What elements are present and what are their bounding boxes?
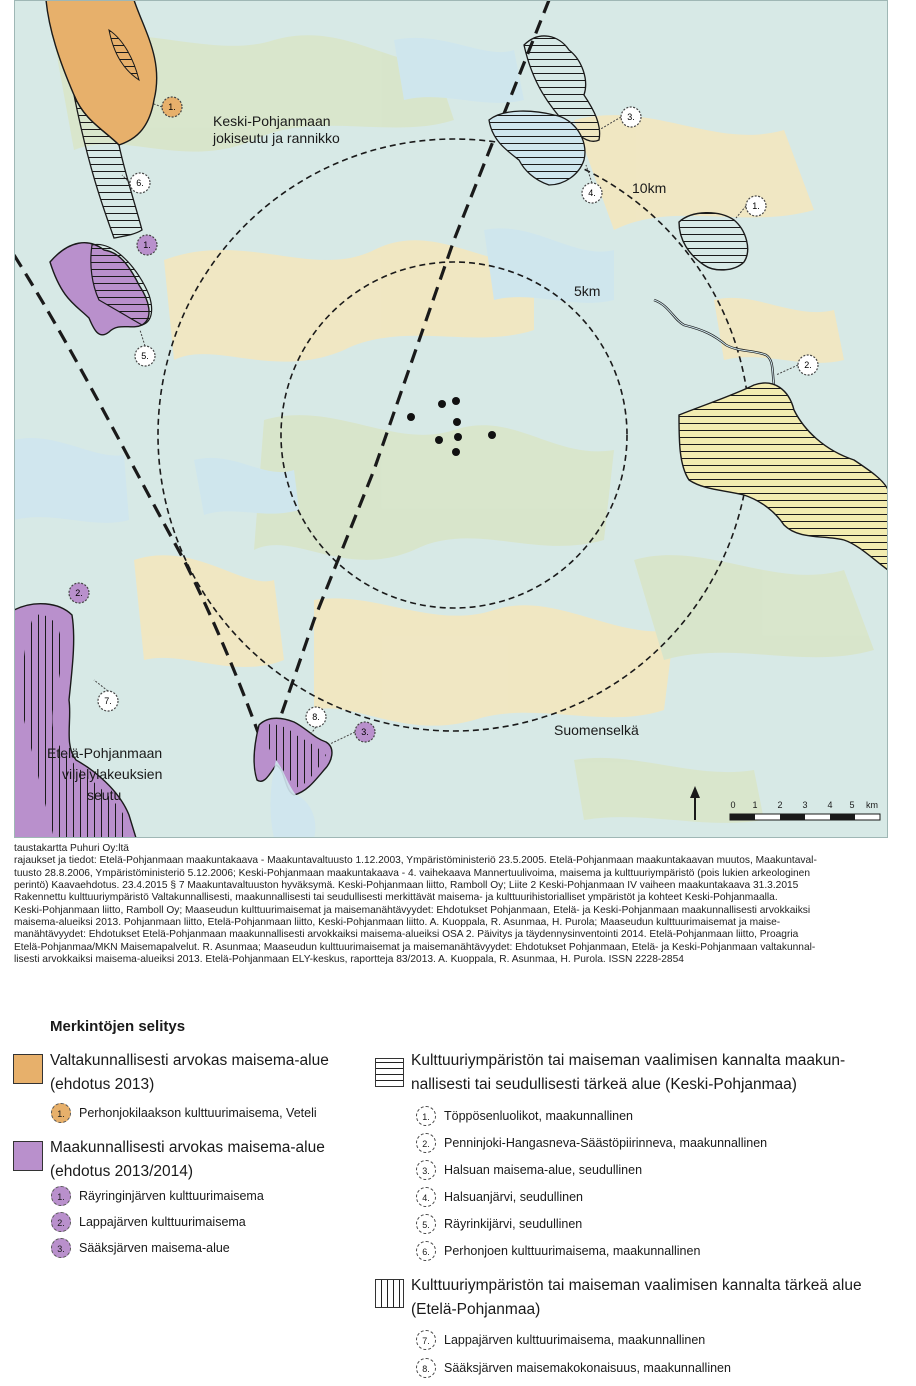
legend-marker: 3. [51,1238,71,1258]
map-credits [14,843,894,966]
marker-label: 3. [627,112,635,122]
legend-item-label: Halsuan maisema-alue, seudullinen [444,1163,643,1177]
legend-item-label: Perhonjokilaakson kulttuurimaisema, Veteli [79,1106,317,1120]
marker-vert-8[interactable] [306,707,326,727]
marker-label: 4. [588,188,596,198]
legend-marker: 5. [416,1214,436,1234]
region-label-etela-2: viljelylakeuksien [62,766,163,782]
scale-tick: 1 [752,800,758,810]
marker-purple-2[interactable] [69,583,89,603]
scale-tick: 3 [802,800,808,810]
legend-item-label: Sääksjärven maisemakokonaisuus, maakunnallinen [444,1361,731,1375]
marker-label: 1. [143,240,151,250]
legend-item-label: Penninjoki-Hangasneva-Säästöpiirinneva, maakunnallinen [444,1136,768,1150]
legend-marker: 8. [416,1358,436,1378]
turbine-point [452,448,460,456]
marker-orange-1[interactable] [162,97,182,117]
marker-label: 3. [361,727,369,737]
legend-marker: 2. [416,1133,436,1153]
credit-line: perintö) Kaavaehdotus. 23.4.2015 § 7 Maakuntavaltuuston hyväksymä. Keski-Pohjanmaan liitto, Ramboll Oy; Liite 2 Keski-Pohjanmaan IV vaiheen maakuntakaava 31.3.2015 [14,880,799,892]
map[interactable] [14,0,888,838]
credit-line: manähtävyydet: Ehdotukset Etelä-Pohjanmaan maakunnallisesti arvokkaiksi maisema-alueiksi OSA 2. Päivitys ja täydennysinventointi 2014. Etelä-Pohjanmaan liitto, Proagria [14,929,799,941]
marker-hatch-1[interactable] [746,196,766,216]
legend-item-label: Räyringinjärven kulttuurimaisema [79,1189,264,1203]
ring-label-10km: 10km [632,180,667,196]
region-label-etela-1: Etelä-Pohjanmaan [47,745,163,761]
turbine-point [488,431,496,439]
legend-item-label: Lappajärven kulttuurimaisema, maakunnallinen [444,1333,706,1347]
legend-etela-label-2: (Etelä-Pohjanmaa) [411,1301,541,1318]
marker-label: 1. [752,201,760,211]
turbine-point [454,433,462,441]
legend-orange-label-2: (ehdotus 2013) [50,1076,155,1093]
credit-line: rajaukset ja tiedot: Etelä-Pohjanmaan maakuntakaava - Maakuntavaltuusto 1.12.2003, Ympäristöministeriö 23.5.2005. Etelä-Pohjanmaan maakuntakaavan muutos, Maakuntaval- [14,855,817,867]
credit-line: taustakartta Puhuri Oy:ltä [14,843,129,854]
marker-label: 2. [804,360,812,370]
credit-line: Etelä-Pohjanmaa/MKN Maisemapalvelut. R. Asunmaa; Maaseudun kulttuurimaisemat ja maisemanähtävyydet: Ehdotukset Pohjanmaan, Etelä- ja Keski-Pohjanmaan valtakunnal- [14,941,816,953]
legend-orange-label-1: Valtakunnallisesti arvokas maisema-alue [50,1052,329,1069]
marker-label: 6. [136,178,144,188]
marker-hatch-5[interactable] [135,346,155,366]
legend-marker: 1. [51,1103,71,1123]
legend-purple-label-2: (ehdotus 2013/2014) [50,1163,194,1180]
marker-label: 5. [141,351,149,361]
marker-label: 2. [75,588,83,598]
legend-marker: 1. [51,1186,71,1206]
legend-purple-swatch [13,1141,43,1171]
region-label-etela-3: seutu [87,787,122,803]
marker-hatch-6[interactable] [130,173,150,193]
region-label-keski-1: Keski-Pohjanmaan [213,113,331,129]
scale-tick: 4 [827,800,833,810]
scale-tick: 0 [730,800,736,810]
legend-item-label: Töppösenluolikot, maakunnallinen [444,1109,634,1123]
ring-label-5km: 5km [574,283,601,299]
marker-purple-3[interactable] [355,722,375,742]
legend-marker: 7. [416,1330,436,1350]
region-label-suomenselka: Suomenselkä [554,722,639,738]
credit-line: maisema-alueiksi 2013. Pohjanmaan liitto, Etelä-Pohjanmaan liitto, Keski-Pohjanmaan liitto. A. Kuoppala, R. Asunmaa, H. Purola; Maaseudun kulttuurimaisemat ja maise- [14,917,781,929]
legend-purple-label-1: Maakunnallisesti arvokas maisema-alue [50,1139,325,1156]
scale-unit: km [866,800,878,810]
turbine-point [435,436,443,444]
marker-label: 8. [312,712,320,722]
legend-horizontal-hatch-swatch [375,1058,404,1087]
credit-line: Keski-Pohjanmaan liitto, Ramboll Oy; Maaseudun kulttuurimaisemat ja maisemanähtävyydet: Ehdotukset Pohjanmaan, Etelä- ja Keski-Pohjanmaan maakunnallisesti arvokkaiksi [14,904,811,916]
legend-orange-swatch [13,1054,43,1084]
legend-keski-label-1: Kulttuuriympäristön tai maiseman vaalimisen kannalta maakun- [411,1052,846,1069]
turbine-point [438,400,446,408]
turbine-point [407,413,415,421]
legend [0,1010,916,1386]
turbine-point [452,397,460,405]
marker-hatch-2[interactable] [798,355,818,375]
legend-marker: 1. [416,1106,436,1126]
legend-item-label: Halsuanjärvi, seudullinen [444,1190,583,1204]
credit-line: lisesti arvokkaiksi maisema-alueiksi 2013. Etelä-Pohjanmaan ELY-keskus, raportteja 83/2013. A. Kuoppala, R. Asunmaa, H. Purola. ISSN 2228-2854 [14,954,684,966]
legend-title: Merkintöjen selitys [50,1018,186,1035]
marker-hatch-3[interactable] [621,107,641,127]
marker-vert-7[interactable] [98,691,118,711]
legend-marker: 4. [416,1187,436,1207]
turbine-point [453,418,461,426]
legend-keski-label-2: nallisesti tai seudullisesti tärkeä alue (Keski-Pohjanmaa) [411,1076,797,1093]
marker-label: 1. [168,102,176,112]
credit-line: Rakennettu kulttuuriympäristö Valtakunnallisesti, maakunnallisesti tai seudullisesti merkittävät maisema- ja kulttuurihistorialliset ympäristöt ja kohteet Keski-Pohjanmaalla. [14,892,778,904]
legend-etela-label-1: Kulttuuriympäristön tai maiseman vaalimisen kannalta tärkeä alue [411,1277,862,1294]
scale-tick: 2 [777,800,783,810]
credit-line: tuusto 28.8.2006, Ympäristöministeriö 5.12.2006; Keski-Pohjanmaan maakuntakaava - 4. vaihekaava Mannertuulivoima, maisema ja kulttuuriympäristö (pois lukien arkeologinen [14,867,810,879]
legend-item-label: Sääksjärven maisema-alue [79,1241,230,1255]
scale-tick: 5 [849,800,855,810]
legend-item-label: Lappajärven kulttuurimaisema [79,1215,246,1229]
legend-marker: 3. [416,1160,436,1180]
legend-item-label: Räyrinkijärvi, seudullinen [444,1217,583,1231]
marker-purple-1[interactable] [137,235,157,255]
legend-marker: 2. [51,1212,71,1232]
legend-vertical-hatch-swatch [375,1279,404,1308]
marker-label: 7. [104,696,112,706]
marker-hatch-4[interactable] [582,183,602,203]
map-canvas [14,0,888,838]
region-label-keski-2: jokiseutu ja rannikko [213,130,340,146]
legend-marker: 6. [416,1241,436,1261]
legend-item-label: Perhonjoen kulttuurimaisema, maakunnallinen [444,1244,701,1258]
